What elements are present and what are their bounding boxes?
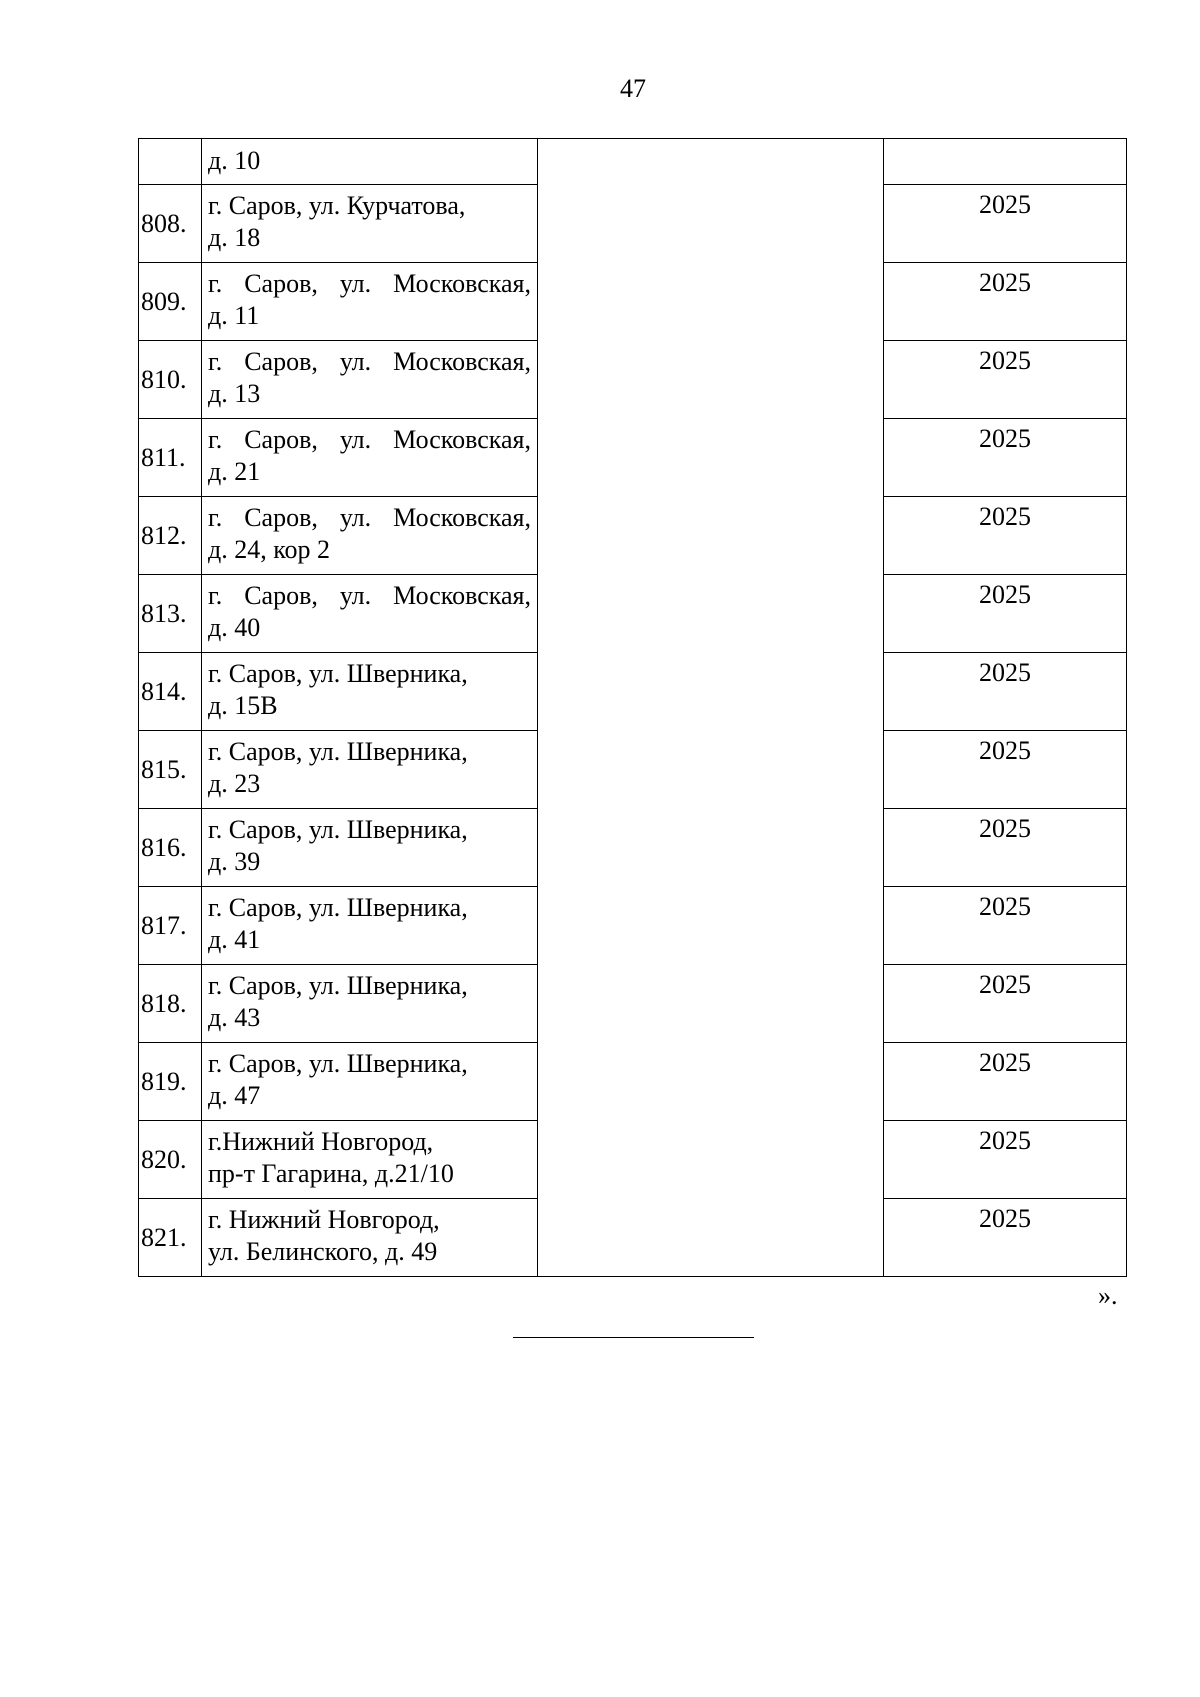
address-cell bbox=[202, 185, 538, 263]
address-cell bbox=[202, 1199, 538, 1277]
address-line-1: г. Нижний Новгород, bbox=[208, 1205, 440, 1234]
address-cell bbox=[202, 419, 538, 497]
row-number-cell: 810. bbox=[139, 341, 202, 419]
address-line-1: г. Саров, ул. Московская, bbox=[208, 269, 531, 298]
row-number-cell: 821. bbox=[139, 1199, 202, 1277]
row-number-cell: 815. bbox=[139, 731, 202, 809]
address-cell bbox=[202, 575, 538, 653]
year-cell: 2025 bbox=[884, 809, 1127, 887]
address-line-2: д. 39 bbox=[208, 847, 261, 876]
year-cell: 2025 bbox=[884, 965, 1127, 1043]
address-line-2: д. 21 bbox=[208, 457, 261, 486]
address-line-1: г. Саров, ул. Московская, bbox=[208, 425, 531, 454]
year-cell: 2025 bbox=[884, 341, 1127, 419]
address-cell bbox=[202, 965, 538, 1043]
address-line-2: д. 40 bbox=[208, 613, 261, 642]
year-cell: 2025 bbox=[884, 263, 1127, 341]
address-line: д. 10 bbox=[208, 146, 261, 175]
address-cell bbox=[202, 731, 538, 809]
year-cell: 2025 bbox=[884, 185, 1127, 263]
address-line-1: г. Саров, ул. Московская, bbox=[208, 347, 531, 376]
address-line-1: г. Саров, ул. Курчатова, bbox=[208, 191, 466, 220]
address-cell bbox=[202, 809, 538, 887]
year-cell: 2025 bbox=[884, 1121, 1127, 1199]
closing-quote: ». bbox=[1098, 1281, 1118, 1310]
address-line-1: г. Саров, ул. Шверника, bbox=[208, 815, 468, 844]
address-cell bbox=[202, 263, 538, 341]
address-line-1: г. Саров, ул. Шверника, bbox=[208, 1049, 468, 1078]
address-cell bbox=[202, 1121, 538, 1199]
address-cell bbox=[202, 497, 538, 575]
address-line-1: г. Саров, ул. Московская, bbox=[208, 581, 531, 610]
address-line-1: г. Саров, ул. Шверника, bbox=[208, 893, 468, 922]
row-number-cell: 809. bbox=[139, 263, 202, 341]
row-number-cell: 820. bbox=[139, 1121, 202, 1199]
separator-line bbox=[513, 1337, 754, 1338]
page-number: 47 bbox=[620, 74, 646, 103]
year-cell: 2025 bbox=[884, 731, 1127, 809]
row-number-cell bbox=[139, 139, 202, 185]
address-line-2: д. 13 bbox=[208, 379, 261, 408]
row-number-cell: 812. bbox=[139, 497, 202, 575]
address-cell bbox=[202, 887, 538, 965]
merged-middle-cell bbox=[538, 139, 884, 1277]
address-line-1: г. Саров, ул. Московская, bbox=[208, 503, 531, 532]
address-line-1: г. Саров, ул. Шверника, bbox=[208, 737, 468, 766]
address-line-1: г.Нижний Новгород, bbox=[208, 1127, 434, 1156]
row-number-cell: 818. bbox=[139, 965, 202, 1043]
address-line-2: пр-т Гагарина, д.21/10 bbox=[208, 1159, 454, 1188]
address-cell bbox=[202, 139, 538, 185]
address-table-body bbox=[139, 139, 1127, 1277]
year-cell bbox=[884, 139, 1127, 185]
year-cell: 2025 bbox=[884, 887, 1127, 965]
address-cell bbox=[202, 653, 538, 731]
row-number-cell: 817. bbox=[139, 887, 202, 965]
year-cell: 2025 bbox=[884, 1043, 1127, 1121]
year-cell: 2025 bbox=[884, 575, 1127, 653]
address-line-2: д. 24, кор 2 bbox=[208, 535, 331, 564]
row-number-cell: 811. bbox=[139, 419, 202, 497]
year-cell: 2025 bbox=[884, 653, 1127, 731]
address-line-2: д. 47 bbox=[208, 1081, 261, 1110]
address-line-1: г. Саров, ул. Шверника, bbox=[208, 659, 468, 688]
address-line-2: д. 15В bbox=[208, 691, 278, 720]
year-cell: 2025 bbox=[884, 1199, 1127, 1277]
row-number-cell: 813. bbox=[139, 575, 202, 653]
row-number-cell: 819. bbox=[139, 1043, 202, 1121]
address-line-2: д. 43 bbox=[208, 1003, 261, 1032]
row-number-cell: 814. bbox=[139, 653, 202, 731]
address-line-1: г. Саров, ул. Шверника, bbox=[208, 971, 468, 1000]
table-row-continuation bbox=[139, 139, 1127, 185]
year-cell: 2025 bbox=[884, 419, 1127, 497]
address-line-2: д. 11 bbox=[208, 301, 260, 330]
address-cell bbox=[202, 341, 538, 419]
address-cell bbox=[202, 1043, 538, 1121]
row-number-cell: 816. bbox=[139, 809, 202, 887]
address-line-2: д. 41 bbox=[208, 925, 261, 954]
address-line-2: ул. Белинского, д. 49 bbox=[208, 1237, 438, 1266]
row-number-cell: 808. bbox=[139, 185, 202, 263]
address-table bbox=[138, 138, 1127, 1277]
address-line-2: д. 23 bbox=[208, 769, 261, 798]
year-cell: 2025 bbox=[884, 497, 1127, 575]
address-line-2: д. 18 bbox=[208, 223, 261, 252]
